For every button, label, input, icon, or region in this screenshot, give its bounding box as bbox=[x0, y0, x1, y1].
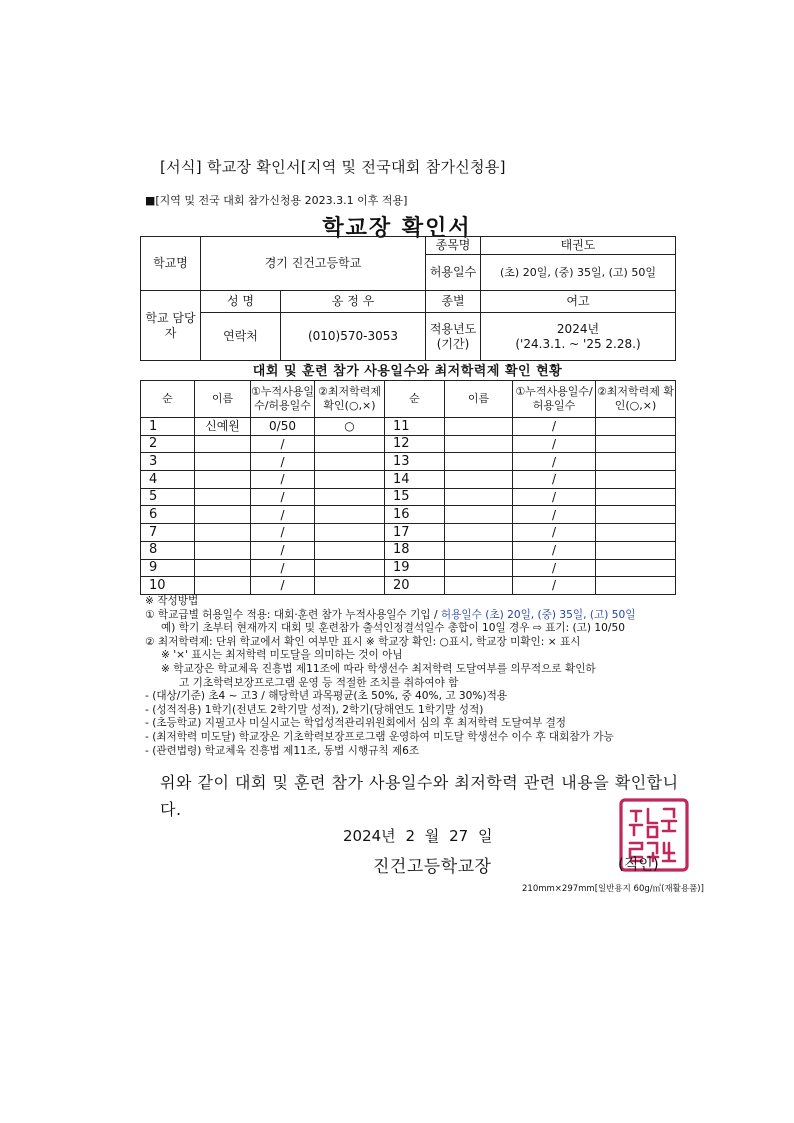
principal-title: 진건고등학교장 bbox=[373, 857, 492, 877]
cell-name bbox=[195, 559, 251, 577]
cell-no: 5 bbox=[141, 488, 195, 506]
name-label: 성 명 bbox=[201, 291, 281, 313]
cell-days: / bbox=[513, 506, 596, 524]
table-row bbox=[141, 506, 676, 524]
detail-5: - (관련법령) 학교체육 진흥법 제11조, 동법 시행규칙 제6조 bbox=[145, 744, 420, 757]
cell-days: / bbox=[513, 453, 596, 471]
cell-name bbox=[445, 524, 513, 542]
cell-days: / bbox=[513, 488, 596, 506]
period-label: 적용년도 (기간) bbox=[426, 313, 481, 361]
cell-name bbox=[445, 435, 513, 453]
record-title: 대회 및 훈련 참가 사용일수와 최저학력제 확인 현황 bbox=[252, 364, 563, 379]
cell-no: 3 bbox=[141, 453, 195, 471]
detail-1: - (대상/기준) 초4 ~ 고3 / 해당학년 과목평균(초 50%, 중 40%, 고 30%)적용 bbox=[145, 690, 508, 703]
note-1-allowed-days: 허용일수 (초) 20일, (중) 35일, (고) 50일 bbox=[440, 608, 636, 621]
cell-days: / bbox=[513, 559, 596, 577]
cell-days: / bbox=[513, 577, 596, 595]
table-row bbox=[141, 488, 676, 506]
cell-name bbox=[445, 453, 513, 471]
issue-date bbox=[343, 825, 492, 846]
cell-days: / bbox=[513, 471, 596, 489]
note-2: ② 최저학력제: 단위 학교에서 확인 여부만 표시 ※ 학교장 확인: ○표시, 학교장 미확인: × 표시 bbox=[145, 635, 581, 648]
cell-academic bbox=[315, 506, 385, 524]
header-days-right: ①누적사용일수/허용일수 bbox=[513, 381, 596, 418]
note-5: 고 기초학력보장프로그램 운영 등 적절한 조치를 취하여야 함 bbox=[179, 676, 459, 689]
cell-name bbox=[445, 418, 513, 436]
date-day-unit: 일 bbox=[477, 827, 493, 845]
detail-2: - (성적적용) 1학기(전년도 2학기말 성적), 2학기(당해연도 1학기말 성적) bbox=[145, 703, 484, 716]
cell-no: 18 bbox=[385, 541, 445, 559]
cell-academic bbox=[315, 488, 385, 506]
cell-no: 2 bbox=[141, 435, 195, 453]
header-no-right: 순 bbox=[385, 381, 445, 418]
cell-no: 10 bbox=[141, 577, 195, 595]
date-day: 27 bbox=[449, 827, 469, 845]
cell-name bbox=[195, 506, 251, 524]
cell-no: 13 bbox=[385, 453, 445, 471]
cell-name bbox=[445, 577, 513, 595]
header-academic-right: ②최저학력제 확인(○,×) bbox=[596, 381, 676, 418]
cell-academic bbox=[596, 559, 676, 577]
cell-no: 11 bbox=[385, 418, 445, 436]
cell-academic bbox=[315, 453, 385, 471]
cell-name bbox=[445, 541, 513, 559]
cell-name bbox=[195, 471, 251, 489]
cell-days: / bbox=[251, 435, 315, 453]
cell-days: / bbox=[251, 488, 315, 506]
table-row bbox=[141, 435, 676, 453]
cell-no: 20 bbox=[385, 577, 445, 595]
date-month: 2 bbox=[405, 827, 415, 845]
event-value: 태권도 bbox=[481, 237, 676, 255]
table-row bbox=[141, 418, 676, 436]
cell-no: 15 bbox=[385, 488, 445, 506]
cell-no: 7 bbox=[141, 524, 195, 542]
cell-no: 1 bbox=[141, 418, 195, 436]
note-1-example: 예) 학기 초부터 현재까지 대회 및 훈련참가 출석인정결석일수 총합이 10일 경우 ⇨ 표기: (고) 10/50 bbox=[161, 622, 625, 635]
cell-days: / bbox=[513, 418, 596, 436]
header-days-left: ①누적사용일수/허용일수 bbox=[251, 381, 315, 418]
table-row bbox=[141, 559, 676, 577]
scope-line: ■[지역 및 전국 대회 참가신청용 2023.3.1 이후 적용] bbox=[145, 194, 408, 207]
note-1-text: ① 학교급별 허용일수 적용: 대회·훈련 참가 누적사용일수 기입 / bbox=[145, 608, 441, 621]
table-row bbox=[141, 453, 676, 471]
cell-days: / bbox=[513, 435, 596, 453]
table-row bbox=[141, 524, 676, 542]
cell-days: / bbox=[251, 541, 315, 559]
note-1 bbox=[145, 609, 705, 623]
cell-no: 19 bbox=[385, 559, 445, 577]
cell-academic bbox=[596, 541, 676, 559]
period-range: ('24.3.1. ~ '25 2.28.) bbox=[515, 336, 641, 351]
cell-academic bbox=[596, 488, 676, 506]
cell-no: 4 bbox=[141, 471, 195, 489]
cell-name bbox=[195, 577, 251, 595]
cell-no: 16 bbox=[385, 506, 445, 524]
cell-academic bbox=[596, 471, 676, 489]
cell-academic bbox=[596, 506, 676, 524]
category-value: 여고 bbox=[481, 291, 676, 313]
header-academic-left: ②최저학력제 확인(○,×) bbox=[315, 381, 385, 418]
cell-no: 12 bbox=[385, 435, 445, 453]
cell-days: / bbox=[251, 577, 315, 595]
detail-3: - (초등학교) 지필고사 미실시교는 학업성적관리위원회에서 심의 후 최저학력 도달여부 결정 bbox=[145, 717, 567, 730]
allowed-days-value: (초) 20일, (중) 35일, (고) 50일 bbox=[481, 255, 676, 291]
cell-days: / bbox=[251, 506, 315, 524]
cell-days: 0/50 bbox=[251, 418, 315, 436]
cell-days: / bbox=[251, 453, 315, 471]
cell-academic bbox=[596, 524, 676, 542]
allowed-days-label: 허용일수 bbox=[426, 255, 481, 291]
table-row bbox=[141, 471, 676, 489]
cell-academic bbox=[596, 435, 676, 453]
header-name-left: 이름 bbox=[195, 381, 251, 418]
cell-days: / bbox=[251, 559, 315, 577]
contact-value: (010)570-3053 bbox=[281, 313, 426, 361]
cell-name bbox=[195, 488, 251, 506]
cell-name bbox=[195, 453, 251, 471]
cell-days: / bbox=[251, 524, 315, 542]
cell-no: 8 bbox=[141, 541, 195, 559]
date-month-unit: 월 bbox=[424, 827, 440, 845]
cell-academic bbox=[596, 577, 676, 595]
cell-academic bbox=[315, 541, 385, 559]
school-value: 경기 진건고등학교 bbox=[201, 237, 426, 291]
event-label: 종목명 bbox=[426, 237, 481, 255]
table-row bbox=[141, 541, 676, 559]
record-table bbox=[140, 380, 676, 595]
name-value: 옹 정 우 bbox=[281, 291, 426, 313]
seal-label: (직인) bbox=[618, 855, 659, 873]
cell-name: 신예원 bbox=[195, 418, 251, 436]
cell-days: / bbox=[513, 541, 596, 559]
cell-academic bbox=[596, 418, 676, 436]
paper-spec: 210mm×297mm[일반용지 60g/㎡(재활용품)] bbox=[522, 884, 704, 894]
cell-no: 9 bbox=[141, 559, 195, 577]
cell-no: 17 bbox=[385, 524, 445, 542]
contact-label: 연락처 bbox=[201, 313, 281, 361]
cell-no: 6 bbox=[141, 506, 195, 524]
document-title: 학교장 확인서 bbox=[322, 216, 472, 241]
note-4: ※ 학교장은 학교체육 진흥법 제11조에 따라 학생선수 최저학력 도달여부를 의무적으로 확인하 bbox=[161, 662, 596, 675]
period-year: 2024년 bbox=[556, 322, 600, 337]
cell-name bbox=[195, 435, 251, 453]
detail-4: - (최저학력 미도달) 학교장은 기초학력보장프로그램 운영하여 미도달 학생선수 이수 후 대회참가 가능 bbox=[145, 730, 614, 743]
cell-name bbox=[195, 541, 251, 559]
cell-name bbox=[445, 506, 513, 524]
cell-name bbox=[445, 471, 513, 489]
form-header: [서식] 학교장 확인서[지역 및 전국대회 참가신청용] bbox=[160, 158, 506, 176]
cell-days: / bbox=[513, 524, 596, 542]
school-label: 학교명 bbox=[141, 237, 201, 291]
cell-academic: ○ bbox=[315, 418, 385, 436]
table-row bbox=[141, 577, 676, 595]
header-name-right: 이름 bbox=[445, 381, 513, 418]
cell-academic bbox=[596, 453, 676, 471]
info-table bbox=[140, 236, 676, 361]
note-3: ※ '×' 표시는 최저학력 미도달을 의미하는 것이 아님 bbox=[161, 649, 403, 662]
cell-name bbox=[195, 524, 251, 542]
cell-no: 14 bbox=[385, 471, 445, 489]
cell-name bbox=[445, 559, 513, 577]
cell-days: / bbox=[251, 471, 315, 489]
cell-academic bbox=[315, 559, 385, 577]
notes-heading: ※ 작성방법 bbox=[145, 595, 199, 607]
header-no-left: 순 bbox=[141, 381, 195, 418]
cell-academic bbox=[315, 524, 385, 542]
date-year: 2024년 bbox=[343, 827, 396, 845]
period-value bbox=[481, 313, 676, 361]
cell-academic bbox=[315, 471, 385, 489]
category-label: 종별 bbox=[426, 291, 481, 313]
cell-name bbox=[445, 488, 513, 506]
manager-label: 학교 담당자 bbox=[141, 291, 201, 361]
confirmation-text: 위와 같이 대회 및 훈련 참가 사용일수와 최저학력 관련 내용을 확인합니다. bbox=[160, 773, 679, 819]
notes-section bbox=[145, 595, 705, 758]
cell-academic bbox=[315, 435, 385, 453]
cell-academic bbox=[315, 577, 385, 595]
